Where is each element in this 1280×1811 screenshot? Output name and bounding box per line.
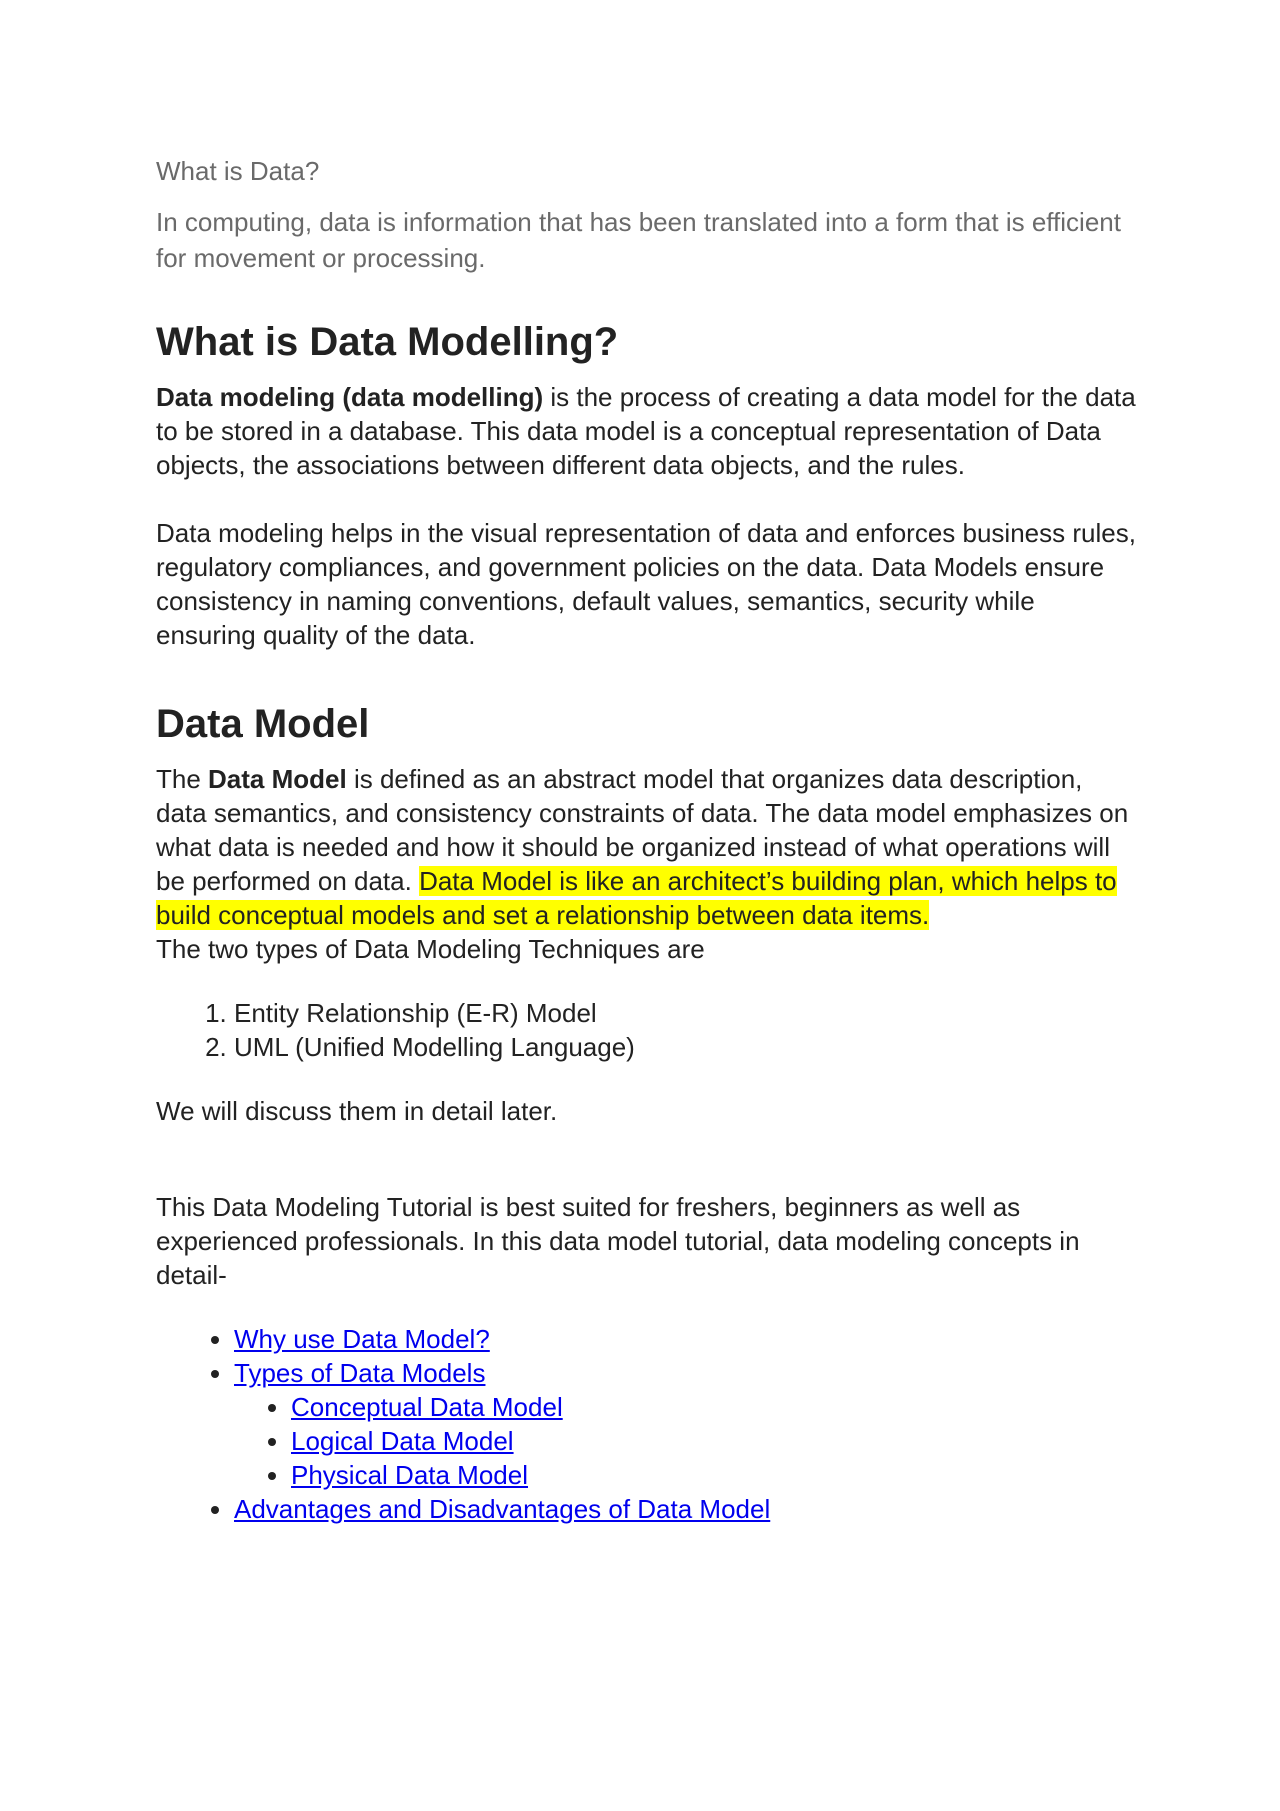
intro-heading: What is Data? bbox=[156, 156, 320, 186]
modelling-definition: is the process of creating a data model for the data to be stored in a database. This data model is a conceptual representation of Data objects, the associations between different data objects, and the rules. bbox=[156, 382, 1136, 480]
tutorial-paragraph: This Data Modeling Tutorial is best suited for freshers, beginners as well as experienced professionals. In this data model tutorial, data modeling concepts in detail- bbox=[156, 1192, 1080, 1290]
modelling-heading: What is Data Modelling? bbox=[156, 320, 619, 364]
highlighted-text: Data Model is like an architect’s building plan, which helps to build conceptual models and set a relationship between data items. bbox=[156, 866, 1117, 930]
techniques-list bbox=[156, 996, 1136, 1064]
discuss-later-text: We will discuss them in detail later. bbox=[156, 1096, 558, 1126]
list-item: 2. UML (Unified Modelling Language) bbox=[234, 1030, 1136, 1064]
data-model-term: Data Model bbox=[208, 764, 347, 794]
link-physical-data-model[interactable]: Physical Data Model bbox=[291, 1460, 528, 1490]
list-item: 1. Entity Relationship (E-R) Model bbox=[234, 996, 1136, 1030]
techniques-intro: The two types of Data Modeling Techniques are bbox=[156, 934, 705, 964]
list-item bbox=[234, 1492, 1136, 1526]
list-item bbox=[234, 1356, 1136, 1492]
link-advantages-disadvantages[interactable]: Advantages and Disadvantages of Data Model bbox=[234, 1494, 771, 1524]
document-content bbox=[156, 154, 1136, 1526]
list-item bbox=[234, 1322, 1136, 1356]
topics-list bbox=[156, 1322, 1136, 1526]
link-conceptual-data-model[interactable]: Conceptual Data Model bbox=[291, 1392, 563, 1422]
list-item bbox=[291, 1458, 1136, 1492]
modelling-paragraph-1 bbox=[156, 380, 1136, 482]
link-why-use-data-model[interactable]: Why use Data Model? bbox=[234, 1324, 490, 1354]
data-model-paragraph bbox=[156, 762, 1136, 932]
link-logical-data-model[interactable]: Logical Data Model bbox=[291, 1426, 514, 1456]
data-model-intro-word: The bbox=[156, 764, 209, 794]
list-item bbox=[291, 1424, 1136, 1458]
intro-text: In computing, data is information that has been translated into a form that is efficient for movement or processing. bbox=[156, 207, 1121, 273]
modelling-paragraph-2: Data modeling helps in the visual representation of data and enforces business rules, regulatory compliances, and government policies on the data. Data Models ensure consistency in naming conventions, default values, semantics, security while ensuring quality of the data. bbox=[156, 518, 1136, 650]
modelling-term: Data modeling (data modelling) bbox=[156, 382, 544, 412]
sub-topics-list bbox=[234, 1390, 1136, 1492]
list-item bbox=[291, 1390, 1136, 1424]
data-model-definition: is defined as an abstract model that organizes data description, data semantics, and consistency constraints of data. The data model emphasizes on what data is needed and how it should be organized instead of what operations will be performed on data. bbox=[156, 764, 1129, 896]
link-types-of-data-models[interactable]: Types of Data Models bbox=[234, 1358, 486, 1388]
data-model-heading: Data Model bbox=[156, 702, 370, 746]
